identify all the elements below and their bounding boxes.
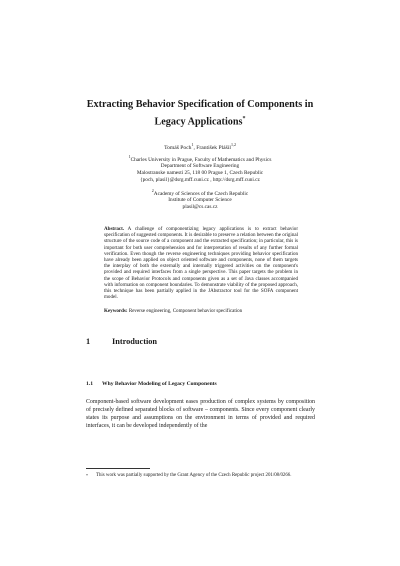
affiliation-2-mark: 2 [151,188,154,193]
author-list [70,142,330,151]
section-heading [86,337,157,346]
footnote-text: This work was partially supported by the Grant Agency of the Czech Republic project 201/08/0266. [96,473,292,478]
subsection-number: 1.1 [86,381,93,387]
body-paragraph: Component-based software development eases production of complex systems by composition of precisely defined separated blocks of software – components. Since every component clearly states its purpose and assumptions on the environment in terms of provided and required interfaces, it can be developed independently of the [86,399,315,429]
abstract-label: Abstract. [104,226,125,232]
keywords [104,308,298,314]
affiliation-1 [70,154,330,183]
abstract-text: A challenge of componentizing legacy applications is to extract behavior specification of suggested components. It is desirable to preserve a relation between the original structure of the source code of a component and the extracted specification; in particular, this is important for both user comprehension and for interpretation of results of any further formal verification. Even though the reverse engineering techniques providing behavior specification have already been applied on object oriented software and components, none of them targets the interplay of both the externally and internally triggered activities on the component's provided and required interfaces from a single perspective. This paper targets the problem in the scope of Behavior Protocols and components given as a set of Java classes accompanied with information on component boundaries. To demonstrate viability of the proposed approach, this technique has been partially applied in the JAbstractor tool for the SOFA component model. [104,226,299,301]
affiliation-1-line-4: {poch, plasil}@dsrg.mff.cuni.cz , http://dsrg.mff.cuni.cz [140,176,260,183]
affiliation-1-line-3: Malostranske namesti 25, 118 00 Prague 1, Czech Republic [136,169,264,176]
affiliation-2-line-1 [70,188,330,197]
title-line-1: Extracting Behavior Specification of Components in [86,99,314,110]
title-line-2-text: Legacy Applications [154,116,243,128]
affiliation-2-line-3: plasil@cs.cas.cz [182,203,218,210]
author-2-affil-mark: 1,2 [230,142,236,147]
footnote-divider [86,468,150,469]
subsection-heading [86,381,217,387]
keywords-text: Reverse engineering, Component behavior specification [128,308,243,314]
title-line-2 [70,112,330,129]
author-2-name: František Plášil [196,144,231,151]
section-number: 1 [86,337,91,346]
affiliation-1-mark: 1 [128,154,131,159]
affiliation-1-line-2: Department of Software Engineering [160,163,240,170]
author-1-name: Tomáš Poch [164,144,192,151]
author-separator: , [193,144,197,151]
affiliation-2-line-1-text: Academy of Sciences of the Czech Republic [153,190,249,197]
section-title: Introduction [112,337,158,346]
footnote-mark: * [86,473,88,478]
abstract [104,226,298,300]
footnote [86,473,315,479]
affiliation-1-line-1 [70,154,330,163]
affiliation-2-line-2: Institute of Computer Science [168,197,232,204]
author-1-affil-mark: 1 [191,142,194,147]
title-footnote-mark: * [242,116,246,122]
paper-title [70,98,330,129]
keywords-label: Keywords: [104,308,128,314]
subsection-title: Why Behavior Modeling of Legacy Components [102,381,217,387]
affiliation-2 [70,188,330,211]
affiliation-1-line-1-text: Charles University in Prague, Faculty of Mathematics and Physics [130,156,272,163]
